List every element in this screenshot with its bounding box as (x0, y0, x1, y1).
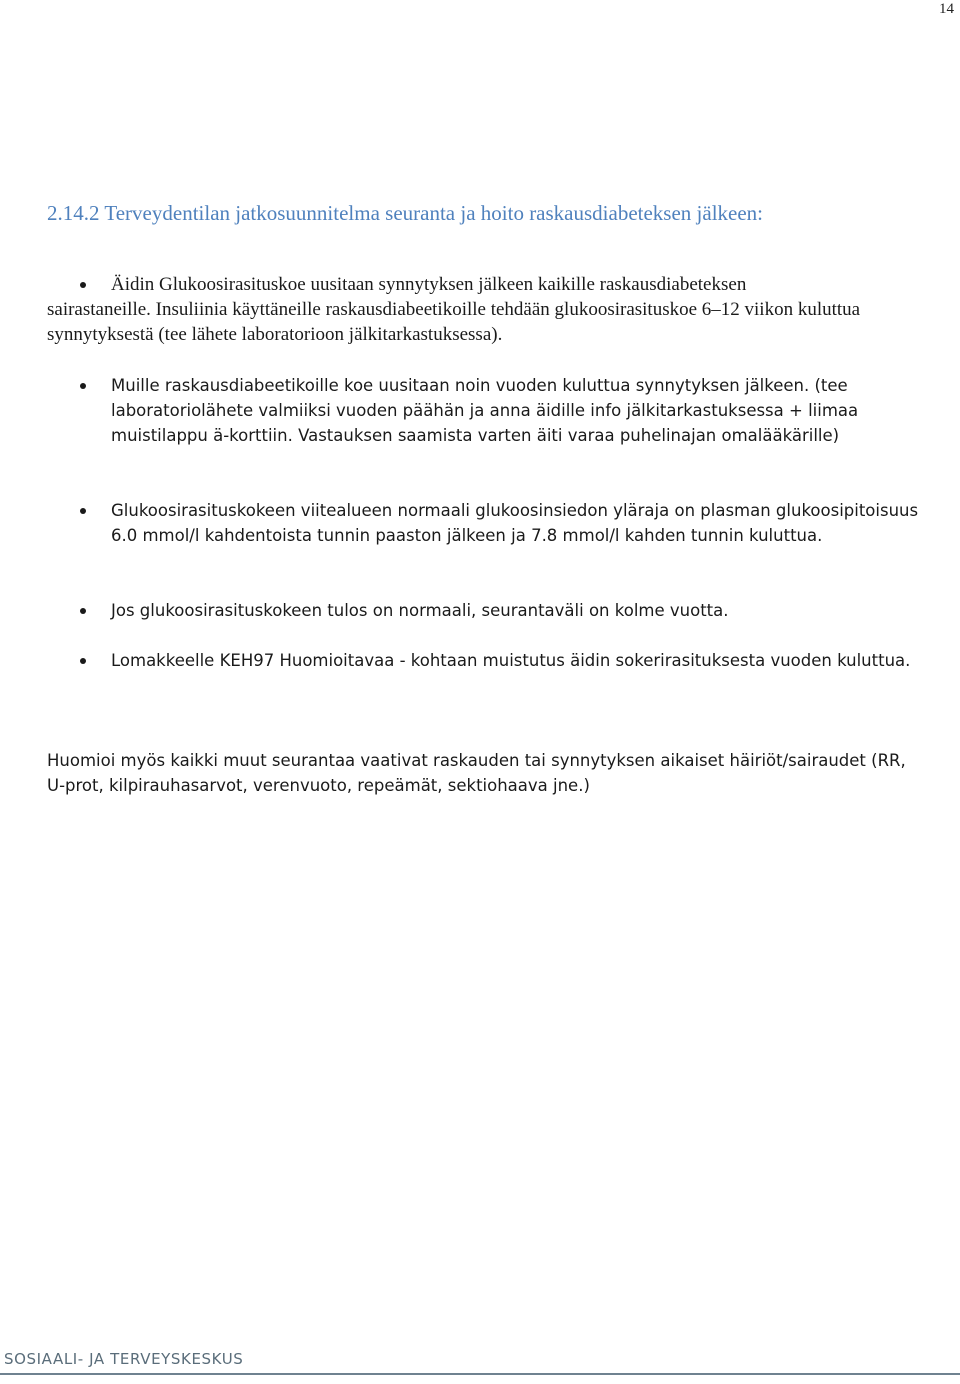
footer-divider (0, 1373, 960, 1375)
bullet-text: Jos glukoosirasituskokeen tulos on normaali, seurantaväli on kolme vuotta. (111, 601, 729, 620)
bullet-text: Glukoosirasituskokeen viitealueen normaali glukoosinsiedon yläraja on plasman glukoosipitoisuus 6.0 mmol/l kahdentoista tunnin paaston jälkeen ja 7.8 mmol/l kahden tunnin kuluttua. (111, 501, 919, 545)
list-item (111, 373, 931, 448)
bullet-icon (80, 508, 86, 514)
bullet-text: Muille raskausdiabeetikoille koe uusitaan noin vuoden kuluttua synnytyksen jälkeen. (tee laboratoriolähete valmiiksi vuoden päähän ja anna äidille info jälkitarkastuksessa + liimaa muistilappu ä-korttiin. Vastauksen saamista varten äiti varaa puhelinajan omalääkärille) (111, 376, 859, 445)
bullet-icon (80, 282, 86, 288)
bullet-icon (80, 658, 86, 664)
list-item (47, 272, 931, 347)
bullet-icon (80, 608, 86, 614)
closing-note: Huomioi myös kaikki muut seurantaa vaativat raskauden tai synnytyksen aikaiset häiriöt/sairaudet (RR, U-prot, kilpirauhasarvot, verenvuoto, repeämät, sektiohaava jne.) (47, 751, 906, 795)
bullet-text-line-2: sairastaneille. Insuliinia käyttäneille raskausdiabeetikoille tehdään glukoosirasituskoe 6–12 viikon kuluttua synnytyksestä (tee lähete laboratorioon jälkitarkastuksessa). (47, 299, 861, 345)
section-heading: 2.14.2 Terveydentilan jatkosuunnitelma seuranta ja hoito raskausdiabeteksen jälkeen: (47, 201, 764, 225)
bullet-text-line-1: Äidin Glukoosirasituskoe uusitaan synnytyksen jälkeen kaikille raskausdiabeteksen (111, 274, 747, 295)
list-item (111, 648, 931, 673)
page-number: 14 (939, 1, 954, 17)
list-item (111, 598, 931, 623)
bullet-icon (80, 383, 86, 389)
bullet-text: Lomakkeelle KEH97 Huomioitavaa - kohtaan muistutus äidin sokerirasituksesta vuoden kuluttua. (111, 651, 911, 670)
list-item (111, 498, 931, 548)
footer-organization: SOSIAALI- JA TERVEYSKESKUS (4, 1350, 244, 1368)
